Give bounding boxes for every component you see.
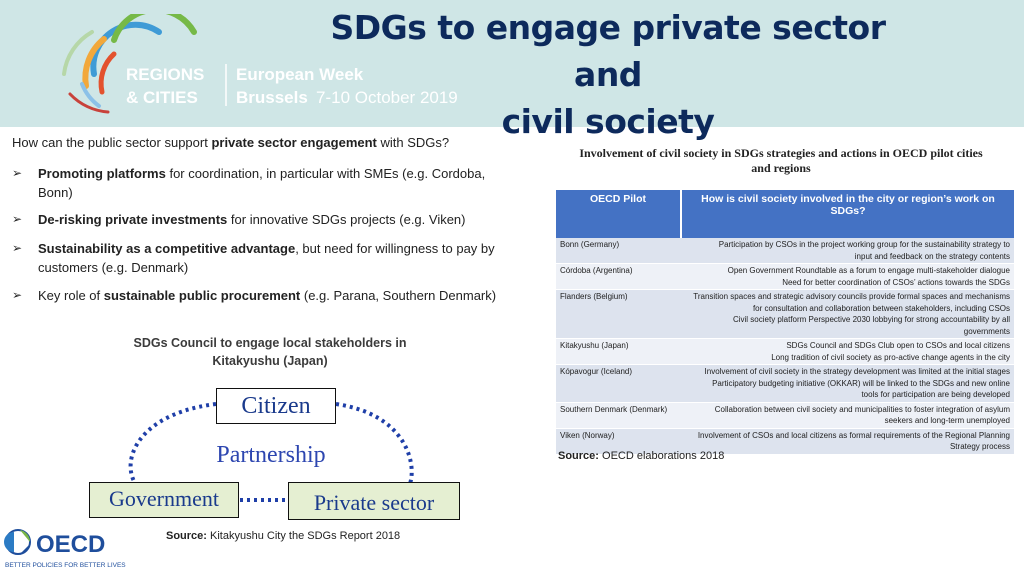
logo-city-text: Brussels: [236, 88, 308, 107]
involvement-cell: Participation by CSOs in the project working group for the sustainability strategy to input and feedback on the strategy contents: [681, 238, 1014, 264]
table-row: [556, 238, 1014, 264]
right-source-note: Source: OECD elaborations 2018: [558, 450, 725, 462]
pilot-cell: Viken (Norway): [556, 428, 681, 454]
council-title-line2: Kitakyushu (Japan): [212, 354, 328, 368]
involvement-cell: SDGs Council and SDGs Club open to CSOs and local citizens Long tradition of civil society as pro-active change agents in the city: [681, 339, 1014, 365]
pilot-table: [556, 190, 1014, 455]
page-title-line1: SDGs to engage private sector and: [330, 8, 886, 94]
page-title-line2: civil society: [501, 102, 715, 141]
column-header-involvement: How is civil society involved in the city or region’s work on SDGs?: [681, 190, 1014, 238]
column-header-pilot: OECD Pilot: [556, 190, 681, 238]
bullet-text: Key role of sustainable public procurement (e.g. Parana, Southern Denmark): [38, 288, 497, 303]
table-row: [556, 264, 1014, 290]
involvement-cell: Involvement of civil society in the strategy development was limited at the initial stages Participatory budgeting initiative (OKKAR) will be linked to the SDGs and new online tools for participation are being developed: [681, 365, 1014, 403]
table-caption-line1: Involvement of civil society in SDGs strategies and actions in OECD pilot cities: [579, 146, 983, 160]
logo-cities-text: & CITIES: [126, 88, 198, 107]
arrow-bullet-icon: ➢: [12, 241, 23, 255]
arrow-bullet-icon: ➢: [12, 212, 23, 226]
arrow-bullet-icon: ➢: [12, 166, 23, 180]
involvement-cell: Involvement of CSOs and local citizens as formal requirements of the Regional Planning Strategy process: [681, 428, 1014, 454]
dotted-link-citizen-private: [336, 404, 412, 490]
diagram-private-sector-box: Private sector: [288, 482, 460, 520]
pilot-cell: Córdoba (Argentina): [556, 264, 681, 290]
table-row: [556, 402, 1014, 428]
table-row: [556, 365, 1014, 403]
oecd-logo: [4, 524, 136, 570]
council-title-line1: SDGs Council to engage local stakeholders in: [133, 336, 407, 350]
table-row: [556, 290, 1014, 339]
pilot-cell: Kópavogur (Iceland): [556, 365, 681, 403]
involvement-cell: Transition spaces and strategic advisory councils provide formal spaces and mechanisms for consultation and collaboration between stakeholders, including CSOs Civil society platform Perspective 2030 lobbying for strong accountability by all governments: [681, 290, 1014, 339]
intro-question: [12, 135, 532, 150]
intro-text-end: with SDGs?: [376, 135, 450, 150]
pilot-cell: Kitakyushu (Japan): [556, 339, 681, 365]
bullet-text: De-risking private investments for innovative SDGs projects (e.g. Viken): [38, 212, 466, 227]
oecd-tagline: BETTER POLICIES FOR BETTER LIVES: [5, 562, 126, 569]
logo-event-text: European Week: [236, 65, 364, 84]
diagram-government-box: Government: [89, 482, 239, 518]
arrow-bullet-icon: ➢: [12, 288, 23, 302]
table-caption-line2: and regions: [751, 161, 811, 175]
pilot-cell: Southern Denmark (Denmark): [556, 402, 681, 428]
intro-text: How can the public sector support: [12, 135, 212, 150]
pilot-cell: Flanders (Belgium): [556, 290, 681, 339]
bullet-text: Sustainability as a competitive advantage, but need for willingness to pay by customers (e.g. Denmark): [38, 241, 495, 275]
page-title: [300, 4, 916, 145]
table-caption: [558, 146, 1004, 176]
involvement-cell: Open Government Roundtable as a forum to engage multi-stakeholder dialogue Need for better coordination of CSOs’ actions towards the SDGs: [681, 264, 1014, 290]
bullet-text: Promoting platforms for coordination, in particular with SMEs (e.g. Cordoba, Bonn): [38, 166, 486, 200]
diagram-citizen-box: Citizen: [216, 388, 336, 424]
diagram-partnership-label: Partnership: [216, 442, 326, 468]
left-source-note: Source: Kitakyushu City the SDGs Report 2018: [166, 530, 401, 542]
involvement-cell: Collaboration between civil society and municipalities to foster integration of asylum seekers and long-term unemployed: [681, 402, 1014, 428]
council-title: [125, 334, 415, 370]
logo-regions-text: REGIONS: [126, 65, 205, 84]
table-row: [556, 339, 1014, 365]
table-header-row: [556, 190, 1014, 238]
oecd-name: OECD: [36, 531, 106, 558]
logo-dates-text: 7-10 October 2019: [316, 88, 458, 107]
pilot-cell: Bonn (Germany): [556, 238, 681, 264]
intro-bold: private sector engagement: [211, 135, 377, 150]
